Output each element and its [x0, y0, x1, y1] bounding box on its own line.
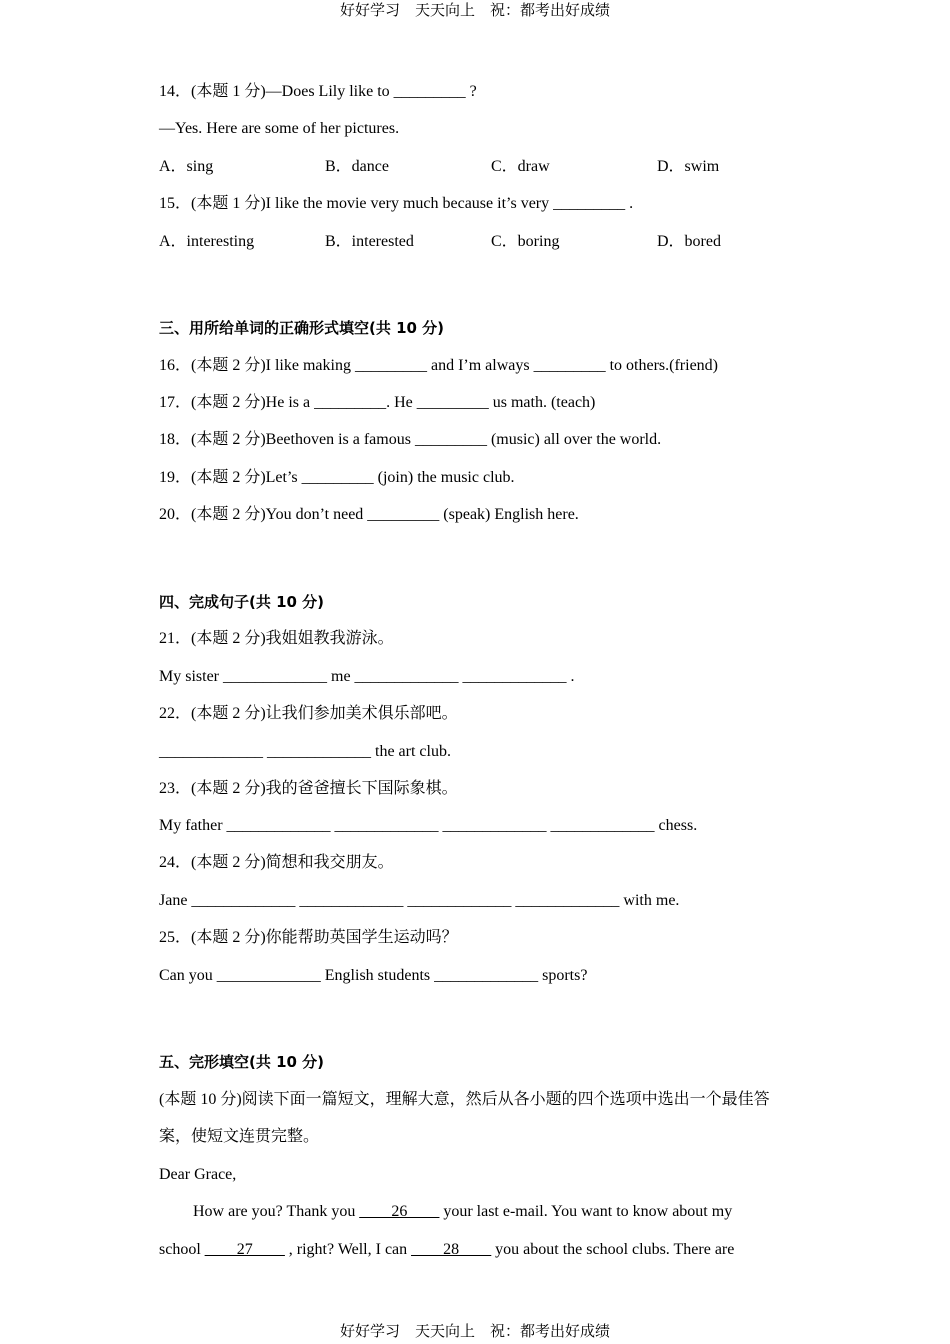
option-d[interactable]: D．swim	[657, 158, 720, 175]
question-18: 18．(本题 2 分)Beethoven is a famous _________ (music) all over the world.	[159, 431, 662, 448]
question-24-answer-line: Jane _____________ _____________ _____________ _____________ with me.	[159, 892, 680, 909]
passage-text: , right? Well, I can	[284, 1241, 412, 1258]
question-25-answer-line: Can you _____________ English students _____________ sports?	[159, 967, 588, 984]
option-a[interactable]: A．interesting	[159, 233, 255, 250]
question-23-stem: 23．(本题 2 分)我的爸爸擅长下国际象棋。	[159, 780, 458, 797]
question-24-stem: 24．(本题 2 分)简想和我交朋友。	[159, 854, 394, 871]
passage-text: you about the school clubs. There are	[491, 1241, 735, 1258]
question-14-stem: 14．(本题 1 分)—Does Lily like to _________ ?	[159, 83, 477, 100]
option-b[interactable]: B．dance	[325, 158, 389, 175]
option-c[interactable]: C．draw	[491, 158, 550, 175]
passage-text: your last e-mail. You want to know about my	[439, 1203, 733, 1220]
question-20: 20．(本题 2 分)You don’t need _________ (speak) English here.	[159, 506, 579, 523]
question-15-stem: 15．(本题 1 分)I like the movie very much because it’s very _________ .	[159, 195, 634, 212]
section-3-title: 三、用所给单词的正确形式填空(共 10 分)	[159, 319, 445, 337]
option-a[interactable]: A．sing	[159, 158, 214, 175]
option-c[interactable]: C．boring	[491, 233, 560, 250]
section-5-title: 五、完形填空(共 10 分)	[159, 1053, 325, 1071]
passage-text: school	[159, 1241, 205, 1258]
section-4-title: 四、完成句子(共 10 分)	[159, 593, 325, 611]
option-b[interactable]: B．interested	[325, 233, 414, 250]
question-14-reply: —Yes. Here are some of her pictures.	[159, 120, 400, 137]
blank-28[interactable]: ____28____	[411, 1241, 492, 1258]
section-5-instruction: (本题 10 分)阅读下面一篇短文，理解大意，然后从各小题的四个选项中选出一个最佳答	[159, 1091, 770, 1108]
question-23-answer-line: My father _____________ _____________ _____________ _____________ chess.	[159, 817, 698, 834]
page-header: 好好学习 天天向上 祝：都考出好成绩	[339, 1, 610, 19]
question-16: 16．(本题 2 分)I like making _________ and I’m always _________ to others.(friend)	[159, 357, 719, 374]
blank-27[interactable]: ____27____	[204, 1241, 285, 1258]
passage-line-2	[159, 1240, 734, 1260]
question-17: 17．(本题 2 分)He is a _________. He _________ us math. (teach)	[159, 394, 596, 411]
section-5-instruction-cont: 案，使短文连贯完整。	[159, 1128, 320, 1145]
letter-salutation: Dear Grace,	[159, 1166, 237, 1183]
passage-line-1	[193, 1202, 732, 1222]
question-21-answer-line: My sister _____________ me _____________ _____________ .	[159, 668, 575, 685]
passage-text: How are you? Thank you	[193, 1203, 360, 1220]
blank-26[interactable]: ____26____	[359, 1203, 440, 1220]
question-22-stem: 22．(本题 2 分)让我们参加美术俱乐部吧。	[159, 705, 458, 722]
question-25-stem: 25．(本题 2 分)你能帮助英国学生运动吗？	[159, 929, 458, 946]
option-d[interactable]: D．bored	[657, 233, 721, 250]
question-22-answer-line: _____________ _____________ the art club.	[159, 743, 451, 760]
page-footer: 好好学习 天天向上 祝：都考出好成绩	[339, 1322, 610, 1340]
question-19: 19．(本题 2 分)Let’s _________ (join) the music club.	[159, 469, 515, 486]
question-21-stem: 21．(本题 2 分)我姐姐教我游泳。	[159, 630, 394, 647]
